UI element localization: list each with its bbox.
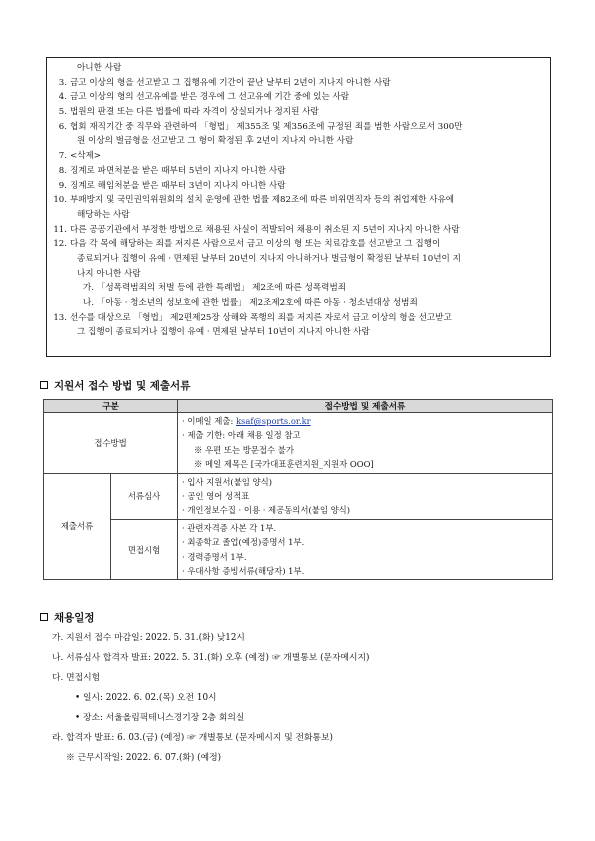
table-row-doc-review (44, 473, 553, 519)
item-number: 13. (53, 312, 67, 323)
section-heading-application (40, 378, 190, 393)
list-item (53, 134, 544, 149)
item-text: 부패방지 및 국민권익위원회의 설치 운영에 관한 법률 제82조에 따른 비위면직자 등의 취업제한 사유에 (70, 195, 455, 206)
item-number: 5. (58, 107, 67, 118)
list-item: · 이메일 제출: ksaf@sports.or.kr (182, 416, 311, 426)
square-bullet-icon (40, 613, 48, 621)
list-item (53, 311, 544, 326)
item-text: 협회 재직기간 중 직무와 관련하여 「형법」 제355조 및 제356조에 규정된 죄를 범한 사람으로서 300만 (70, 121, 463, 132)
item-text: 법원의 판결 또는 다른 법률에 따라 자격이 상실되거나 정지된 사람 (70, 107, 319, 118)
item-number: 3. (58, 77, 67, 88)
item-text: 징계로 파면처분을 받은 때부터 5년이 지나지 아니한 사람 (70, 165, 286, 176)
item-text: 나. 「아동 · 청소년의 성보호에 관한 법률」 제2조제2호에 따른 아동 · 청소년대상 성범죄 (83, 298, 418, 308)
item-text: 선수를 대상으로 「형법」 제2편제25장 상해와 폭행의 죄를 저지른 자로서 금고 이상의 형을 선고받고 (70, 312, 452, 323)
schedule-item: ※ 근무시작일: 2022. 6. 07.(화) (예정) (66, 753, 222, 763)
list-item (53, 252, 544, 267)
list-item: · 관련자격증 사본 각 1부. (182, 522, 277, 533)
schedule-item: 라. 합격자 발표: 6. 03.(금) (예정) ☞ 개별통보 (문자메시지 및 전화통보) (52, 733, 333, 743)
list-item (53, 120, 544, 135)
list-item (53, 90, 544, 105)
item-text: 해당하는 사람 (77, 209, 130, 220)
item-text: 금고 이상의 형의 선고유예를 받은 경우에 그 선고유예 기간 중에 있는 사람 (70, 92, 350, 103)
email-link[interactable]: ksaf@sports.or.kr (235, 416, 311, 426)
section-title: 지원서 접수 방법 및 제출서류 (54, 380, 191, 392)
item-number: 6. (58, 121, 67, 132)
item-text: 다음 각 목에 해당하는 죄를 저지른 사람으로서 금고 이상의 형 또는 치료감호를 선고받고 그 집행이 (70, 239, 441, 250)
disqualification-list (53, 61, 544, 340)
list-item: · 최종학교 졸업(예정)증명서 1부. (182, 537, 305, 548)
list-item (53, 149, 544, 164)
schedule-item: 나. 서류심사 합격자 발표: 2022. 5. 31.(화) 오후 (예정) ☞ 개별통보 (문자메시지) (52, 653, 370, 663)
item-number: 10. (53, 195, 67, 206)
list-item (53, 296, 544, 311)
schedule-item: 가. 지원서 접수 마감일: 2022. 5. 31.(화) 낮12시 (52, 633, 245, 643)
table-header-row (44, 400, 553, 413)
table-row-interview (44, 519, 553, 580)
item-number: 9. (58, 180, 67, 191)
receive-cell (178, 413, 553, 474)
item-number: 8. (58, 165, 67, 176)
list-item (53, 281, 544, 296)
item-number: 7. (58, 151, 67, 162)
item-text: 원 이상의 벌금형을 선고받고 그 형이 확정된 후 2년이 지나지 아니한 사람 (77, 136, 354, 147)
section-heading-schedule (40, 610, 95, 625)
schedule-item: • 장소: 서울올림픽테니스경기장 2층 회의실 (75, 713, 245, 723)
item-text: <삭제> (70, 151, 102, 162)
item-text: 아니한 사람 (77, 63, 122, 73)
docs-label: 제출서류 (44, 473, 111, 580)
list-item: · 우대사항 증빙서류(해당자) 1부. (182, 565, 305, 576)
list-item: · 제출 기한: 아래 채용 일정 참고 (182, 430, 301, 441)
item-number: 4. (58, 92, 67, 103)
item-text: 나지 아니한 사람 (77, 268, 141, 279)
list-item (53, 105, 544, 120)
header-category: 구분 (44, 400, 178, 413)
list-item: ※ 우편 또는 방문접수 불가 (194, 444, 294, 455)
list-item (53, 164, 544, 179)
doc-review-label: 서류심사 (111, 473, 178, 519)
application-table (43, 399, 553, 580)
receive-label: 접수방법 (44, 413, 178, 474)
item-text: 가. 「성폭력범죄의 처벌 등에 관한 특례법」 제2조에 따른 성폭력범죄 (83, 283, 347, 294)
schedule-item: • 일시: 2022. 6. 02.(목) 오전 10시 (75, 693, 217, 703)
list-item (53, 237, 544, 252)
item-text: 그 집행이 종료되거나 집행이 유예 · 면제된 날부터 10년이 지나지 아니한 사람 (77, 327, 370, 338)
list-item: · 입사 지원서(붙임 양식) (182, 476, 272, 487)
list-item (53, 76, 544, 91)
list-item: · 공인 영어 성적표 (182, 490, 250, 501)
item-text: 징계로 해임처분을 받은 때부터 3년이 지나지 아니한 사람 (70, 180, 286, 191)
disqualification-box (46, 57, 551, 357)
list-item (53, 208, 544, 223)
interview-label: 면접시험 (111, 519, 178, 580)
item-text: 금고 이상의 형을 선고받고 그 집행유예 기간이 끝난 날부터 2년이 지나지 아니한 사람 (70, 77, 391, 88)
interview-cell (178, 519, 553, 580)
item-number: 11. (53, 224, 67, 235)
list-item (53, 193, 544, 208)
list-item: · 경력증명서 1부. (182, 551, 247, 562)
list-item (53, 179, 544, 194)
square-bullet-icon (40, 381, 48, 389)
list-item (53, 325, 544, 340)
list-item (53, 61, 544, 76)
item-number: 12. (53, 239, 67, 250)
header-content: 접수방법 및 제출서류 (178, 400, 553, 413)
list-item (53, 223, 544, 238)
item-text: 종료되거나 집행이 유예 · 면제된 날부터 20년이 지나지 아니하거나 벌금형이 확정된 날부터 10년이 지 (77, 253, 461, 264)
schedule-item: 다. 면접시험 (52, 673, 101, 683)
list-item (53, 267, 544, 282)
doc-review-cell (178, 473, 553, 519)
list-item: · 개인정보수집 · 이용 · 제공동의서(붙임 양식) (182, 505, 351, 516)
table-row-receive (44, 413, 553, 474)
section-title: 채용일정 (54, 612, 95, 624)
item-text: 다른 공공기관에서 부정한 방법으로 채용된 사실이 적발되어 채용이 취소된 지 5년이 지나지 아니한 사람 (70, 224, 460, 235)
list-item: ※ 메일 제목은 [국가대표훈련지원_지원자 OOO] (194, 459, 374, 470)
